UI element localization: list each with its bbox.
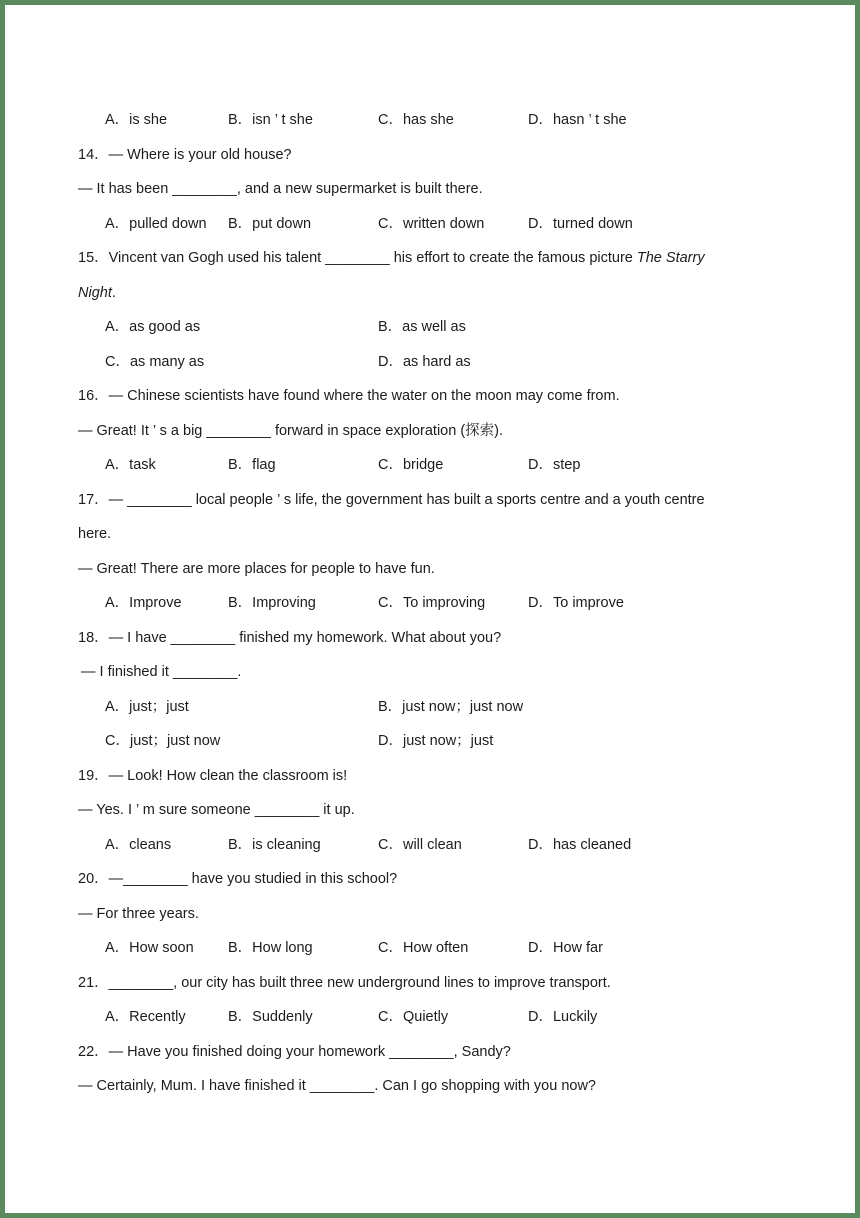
q15-option-c: C．as many as (105, 354, 205, 370)
q13-option-c: C．has she (378, 112, 454, 128)
q20-option-d: D．How far (528, 940, 603, 956)
q18-option-d: D．just now；just (378, 733, 494, 749)
q20-question: 20．—________ have you studied in this school? (78, 871, 398, 887)
q13-option-b: B．isn ’ t she (228, 112, 313, 128)
q20-option-b: B．How long (228, 940, 313, 956)
q15-option-a: A．as good as (105, 319, 201, 335)
q19-question: 19．— Look! How clean the classroom is! (78, 768, 348, 784)
q22-question: 22．— Have you finished doing your homework ________, Sandy? (78, 1044, 511, 1060)
q21-option-c: C．Quietly (378, 1009, 449, 1025)
q14-option-a: A．pulled down (105, 216, 207, 232)
q18-option-c: C．just；just now (105, 733, 221, 749)
q21-option-a: A．Recently (105, 1009, 186, 1025)
q17-option-d: D．To improve (528, 595, 624, 611)
q18-option-b: B．just now；just now (378, 699, 524, 715)
q18-option-a: A．just；just (105, 699, 189, 715)
q19-option-b: B．is cleaning (228, 837, 321, 853)
q15-question (78, 249, 705, 267)
q15-title-part1: The Starry (636, 250, 705, 266)
q17-question-cont: here. (78, 526, 112, 542)
q21-option-d: D．Luckily (528, 1009, 598, 1025)
exam-page (5, 5, 855, 1213)
q16-option-d: D．step (528, 457, 581, 473)
q17-option-a: A．Improve (105, 595, 182, 611)
q14-option-b: B．put down (228, 216, 312, 232)
q15-question-text: 15．Vincent van Gogh used his talent ________ his effort to create the famous picture (78, 250, 637, 266)
q15-question-cont (78, 284, 116, 302)
q19-option-d: D．has cleaned (528, 837, 632, 853)
q14-option-c: C．written down (378, 216, 485, 232)
q16-question: 16．— Chinese scientists have found where the water on the moon may come from. (78, 388, 620, 404)
q14-question: 14．— Where is your old house? (78, 147, 292, 163)
q13-option-a: A．is she (105, 112, 168, 128)
q16-reply: — Great! It ’ s a big ________ forward in space exploration (探索). (78, 423, 504, 439)
q19-reply: — Yes. I ’ m sure someone ________ it up. (78, 802, 355, 818)
q15-option-d: D．as hard as (378, 354, 471, 370)
q17-option-b: B．Improving (228, 595, 316, 611)
q21-question: 21．________, our city has built three new underground lines to improve transport. (78, 975, 611, 991)
q16-option-c: C．bridge (378, 457, 444, 473)
q19-option-a: A．cleans (105, 837, 172, 853)
q13-option-d: D．hasn ’ t she (528, 112, 627, 128)
q20-reply: — For three years. (78, 906, 199, 922)
q15-period: . (111, 285, 116, 301)
q18-reply: — I finished it ________. (81, 664, 242, 680)
q15-option-b: B．as well as (378, 319, 466, 335)
q15-title-part2: Night (78, 285, 112, 301)
q17-question: 17．— ________ local people ’ s life, the government has built a sports centre and a youth centre (78, 492, 705, 508)
q19-option-c: C．will clean (378, 837, 462, 853)
q17-option-c: C．To improving (378, 595, 486, 611)
q16-option-b: B．flag (228, 457, 276, 473)
q20-option-c: C．How often (378, 940, 469, 956)
q22-reply: — Certainly, Mum. I have finished it ________. Can I go shopping with you now? (78, 1078, 596, 1094)
q14-reply: — It has been ________, and a new supermarket is built there. (78, 181, 483, 197)
q16-option-a: A．task (105, 457, 156, 473)
q14-option-d: D．turned down (528, 216, 633, 232)
q17-reply: — Great! There are more places for people to have fun. (78, 561, 435, 577)
q20-option-a: A．How soon (105, 940, 194, 956)
q18-question: 18．— I have ________ finished my homework. What about you? (78, 630, 502, 646)
q21-option-b: B．Suddenly (228, 1009, 313, 1025)
